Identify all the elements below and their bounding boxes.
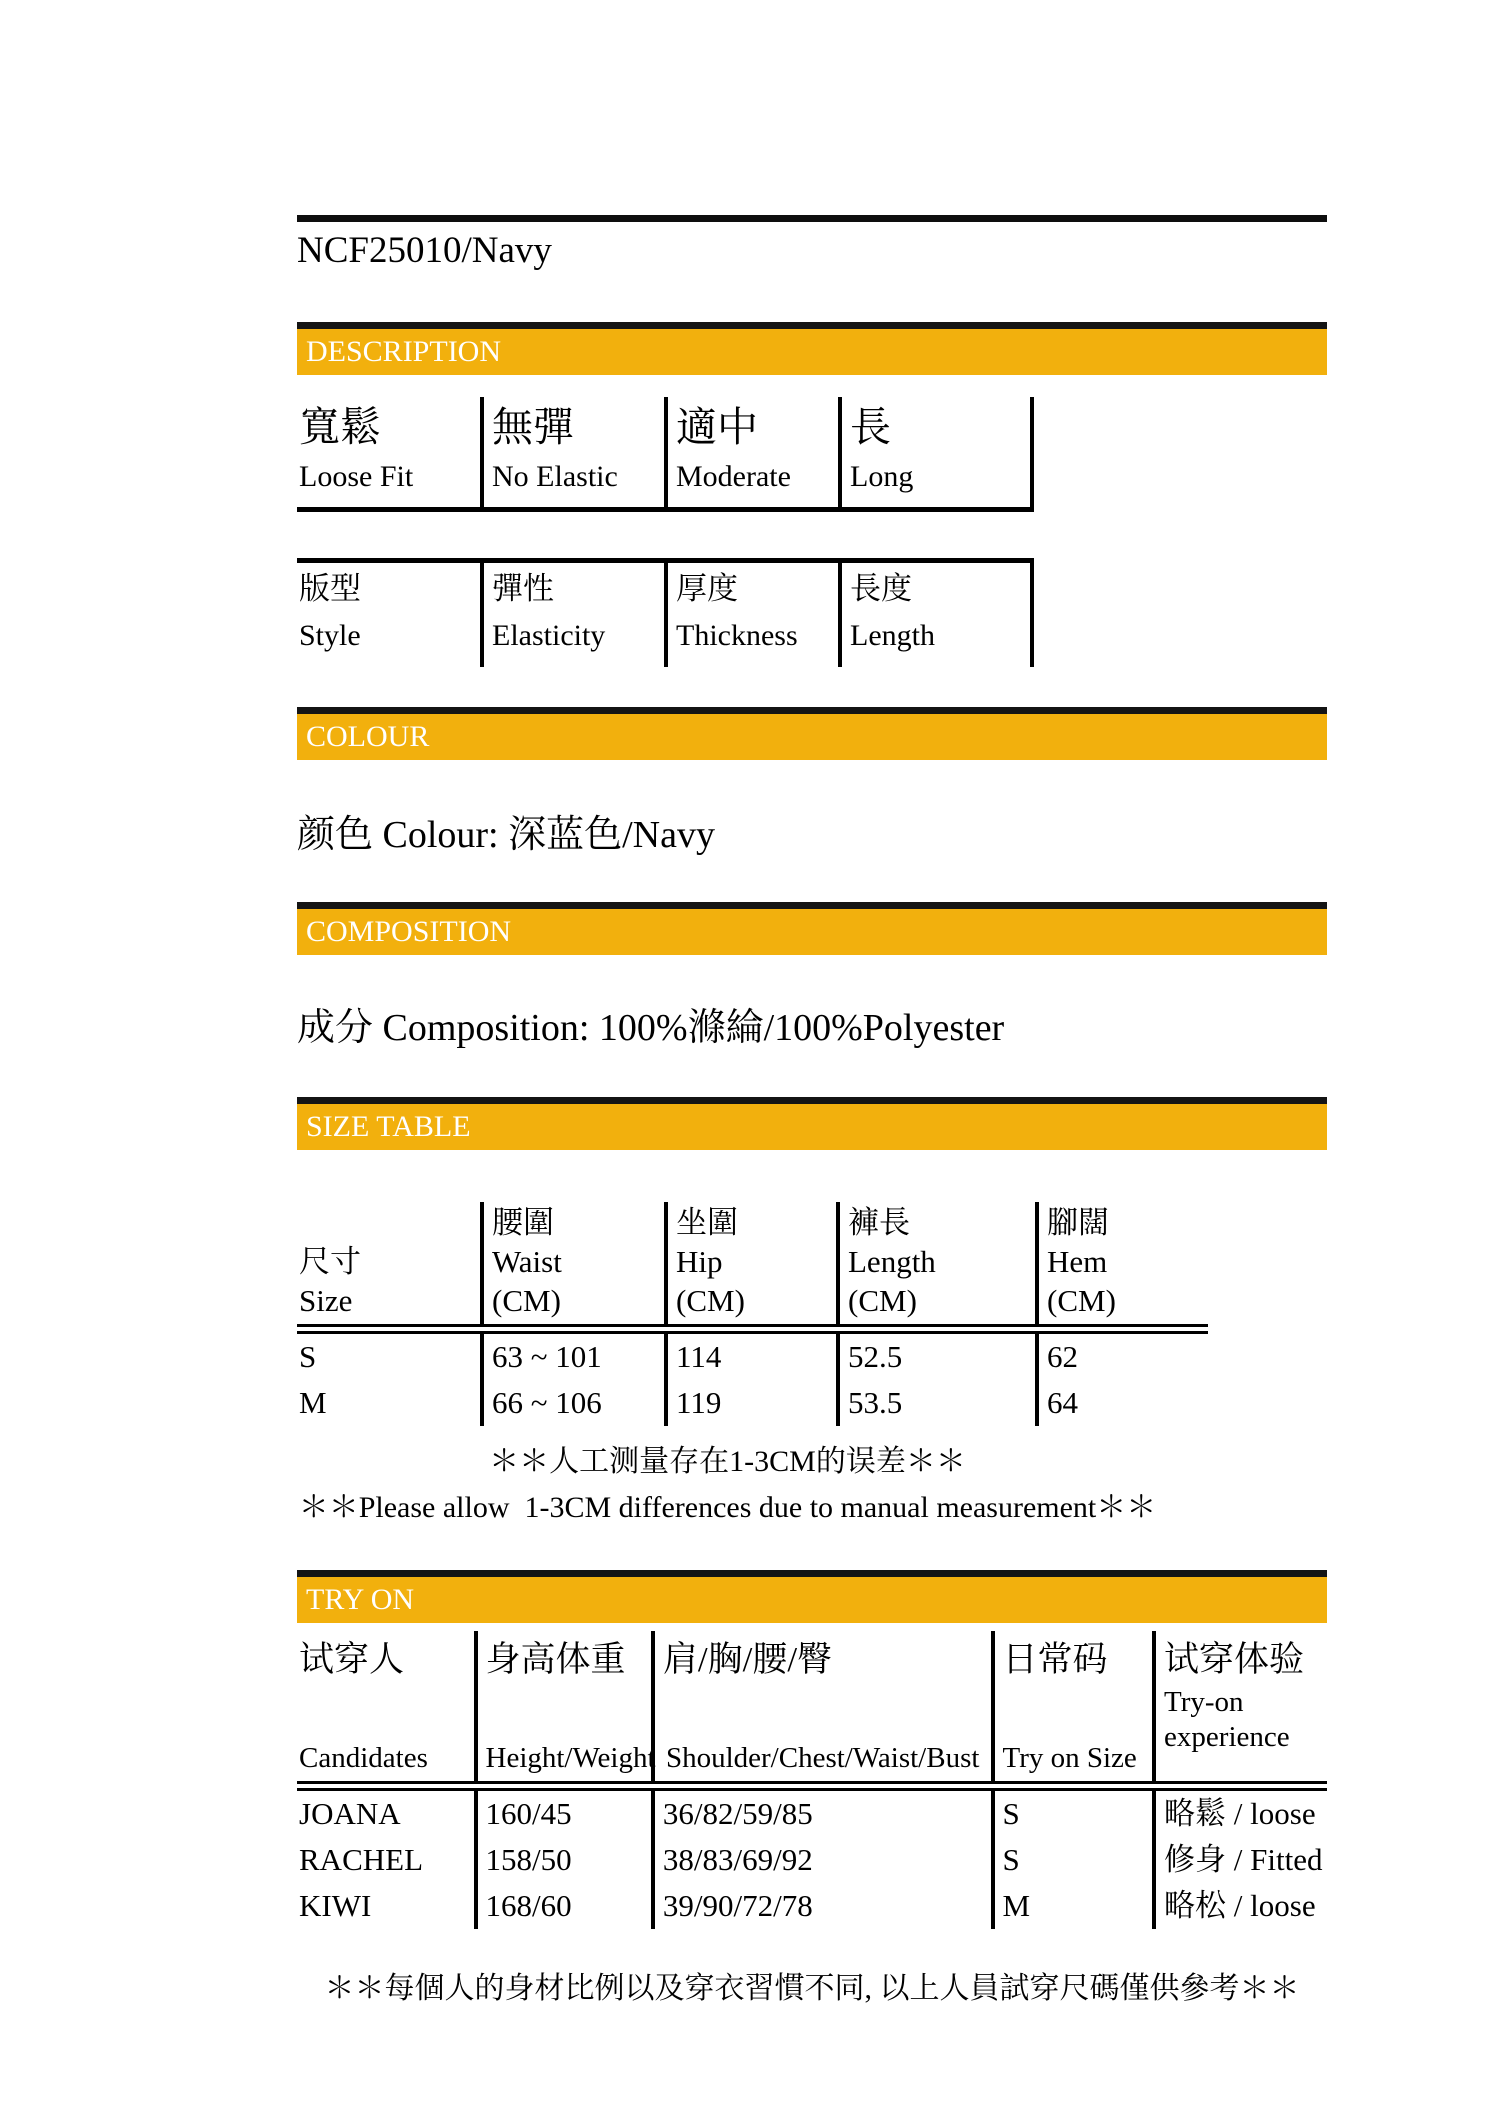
hem-cell: 64 [1037,1380,1208,1426]
hip-cell: 119 [666,1380,838,1426]
waist-cell: 66 ~ 106 [482,1380,666,1426]
try-on-table [297,1631,1327,1929]
measurement-note-zh: ＊＊人工测量存在1-3CM的误差＊＊ [489,1445,966,1478]
candidate-cell: RACHEL [299,1842,423,1877]
fit-cell-thickness [666,397,840,510]
size-header-hip [666,1202,838,1329]
attr-cell-zh: 版型 [299,571,361,606]
tryon-header-size [993,1631,1155,1786]
fit-cell-zh: 寬鬆 [299,404,381,450]
section-banner-size-table: SIZE TABLE [297,1097,1327,1150]
size-header-en: Waist [492,1244,562,1279]
section-banner-colour: COLOUR [297,707,1327,760]
fit-cell-en: No Elastic [492,460,618,493]
measurement-note-en: ＊＊Please allow 1-3CM differences due to manual measurement＊＊ [298,1491,1157,1524]
try-on-row-kiwi [297,1883,1327,1929]
size-table-header-row [297,1202,1208,1329]
attr-cell-elasticity [482,561,666,668]
size-header-en: Length [848,1244,936,1279]
measurements-cell: 39/90/72/78 [653,1883,993,1929]
measurements-cell: 38/83/69/92 [653,1837,993,1883]
section-banner-composition: COMPOSITION [297,902,1327,955]
try-on-note: ＊＊每個人的身材比例以及穿衣習慣不同, 以上人員試穿尺碼僅供參考＊＊ [324,1972,1300,2005]
attr-cell-zh: 厚度 [676,571,738,606]
tryon-header-en: Shoulder/Chest/Waist/Bust [665,1742,980,1774]
tryon-header-height-weight [476,1631,656,1786]
tryon-header-en: Candidates [299,1742,428,1774]
size-cell: S [993,1837,1155,1883]
section-banner-description: DESCRIPTION [297,322,1327,375]
height-weight-cell: 168/60 [476,1883,653,1929]
size-cell: S [993,1786,1155,1837]
size-header-length [838,1202,1037,1329]
fit-cell-en: Moderate [676,460,791,493]
experience-cell: 略松 / loose [1154,1883,1327,1929]
attr-cell-en: Length [850,619,935,652]
attr-cell-en: Style [299,619,361,652]
size-header-waist [482,1202,666,1329]
size-header-zh: 褲長 [848,1205,910,1240]
tryon-header-en: Height/Weight [485,1742,656,1774]
attr-cell-style [297,561,482,668]
fit-cell-zh: 長 [850,404,891,450]
tryon-header-zh: 肩/胸/腰/臀 [662,1640,833,1679]
fit-cell-length [840,397,1032,510]
experience-cell: 修身 / Fitted [1154,1837,1327,1883]
length-cell: 52.5 [838,1329,1037,1380]
attribute-table [297,558,1034,667]
attr-cell-en: Thickness [676,619,798,652]
height-weight-cell: 160/45 [476,1786,653,1837]
waist-cell: 63 ~ 101 [482,1329,666,1380]
spec-sheet [297,0,1327,2009]
section-banner-try-on: TRY ON [297,1570,1327,1623]
size-header-size [297,1202,482,1329]
fit-cell-en: Long [850,460,914,493]
size-header-zh: 腳闊 [1047,1205,1109,1240]
composition-value-line: 成分 Composition: 100%滌綸/100%Polyester [297,1007,1005,1049]
attr-cell-en: Elasticity [492,619,606,652]
experience-cell: 略鬆 / loose [1154,1786,1327,1837]
attr-cell-zh: 彈性 [492,571,554,606]
size-header-en: Size [299,1283,353,1318]
fit-cell-zh: 適中 [676,404,758,450]
attr-cell-thickness [666,561,840,668]
tryon-header-experience [1154,1631,1327,1786]
height-weight-cell: 158/50 [476,1837,653,1883]
size-table-row-m [297,1380,1208,1426]
hem-cell: 62 [1037,1329,1208,1380]
tryon-header-en: Try on Size [1002,1742,1137,1774]
size-cell: S [299,1339,317,1374]
size-cell: M [299,1385,327,1420]
size-header-zh: 腰圍 [492,1205,554,1240]
size-table [297,1202,1208,1426]
size-notes [297,1442,1158,1528]
measurements-cell: 36/82/59/85 [653,1786,993,1837]
fit-table [297,397,1034,512]
tryon-header-en: experience [1164,1721,1290,1753]
tryon-header-zh: 日常码 [1002,1640,1108,1679]
length-cell: 53.5 [838,1380,1037,1426]
tryon-header-measurements [653,1631,993,1786]
try-on-row-rachel [297,1837,1327,1883]
size-header-unit: (CM) [848,1283,917,1318]
colour-value-line: 颜色 Colour: 深蓝色/Navy [297,814,715,856]
size-header-zh: 坐圍 [676,1205,738,1240]
candidate-cell: JOANA [299,1796,401,1831]
attribute-table-row [297,561,1032,668]
try-on-row-joana [297,1786,1327,1837]
tryon-header-zh: 试穿人 [299,1640,405,1679]
size-header-en: Hem [1047,1244,1108,1279]
attr-cell-zh: 長度 [850,571,912,606]
size-table-row-s [297,1329,1208,1380]
candidate-cell: KIWI [299,1888,372,1923]
fit-cell-elastic [482,397,666,510]
fit-table-row [297,397,1032,510]
tryon-header-zh: 试穿体验 [1164,1640,1305,1679]
fit-cell-zh: 無彈 [492,404,574,450]
hip-cell: 114 [666,1329,838,1380]
size-header-hem [1037,1202,1208,1329]
page-title: NCF25010/Navy [297,230,552,271]
tryon-header-en: Try-on [1164,1686,1244,1718]
fit-cell-en: Loose Fit [299,460,414,493]
top-divider [297,215,1327,222]
attr-cell-length [840,561,1032,668]
size-header-unit: (CM) [1047,1283,1116,1318]
size-cell: M [993,1883,1155,1929]
try-on-header-row [297,1631,1327,1786]
size-header-en: Hip [676,1244,723,1279]
tryon-header-candidates [297,1631,476,1786]
size-header-unit: (CM) [676,1283,745,1318]
size-header-unit: (CM) [492,1283,561,1318]
size-header-zh: 尺寸 [299,1244,361,1279]
fit-cell-loose [297,397,482,510]
tryon-header-zh: 身高体重 [485,1640,626,1679]
